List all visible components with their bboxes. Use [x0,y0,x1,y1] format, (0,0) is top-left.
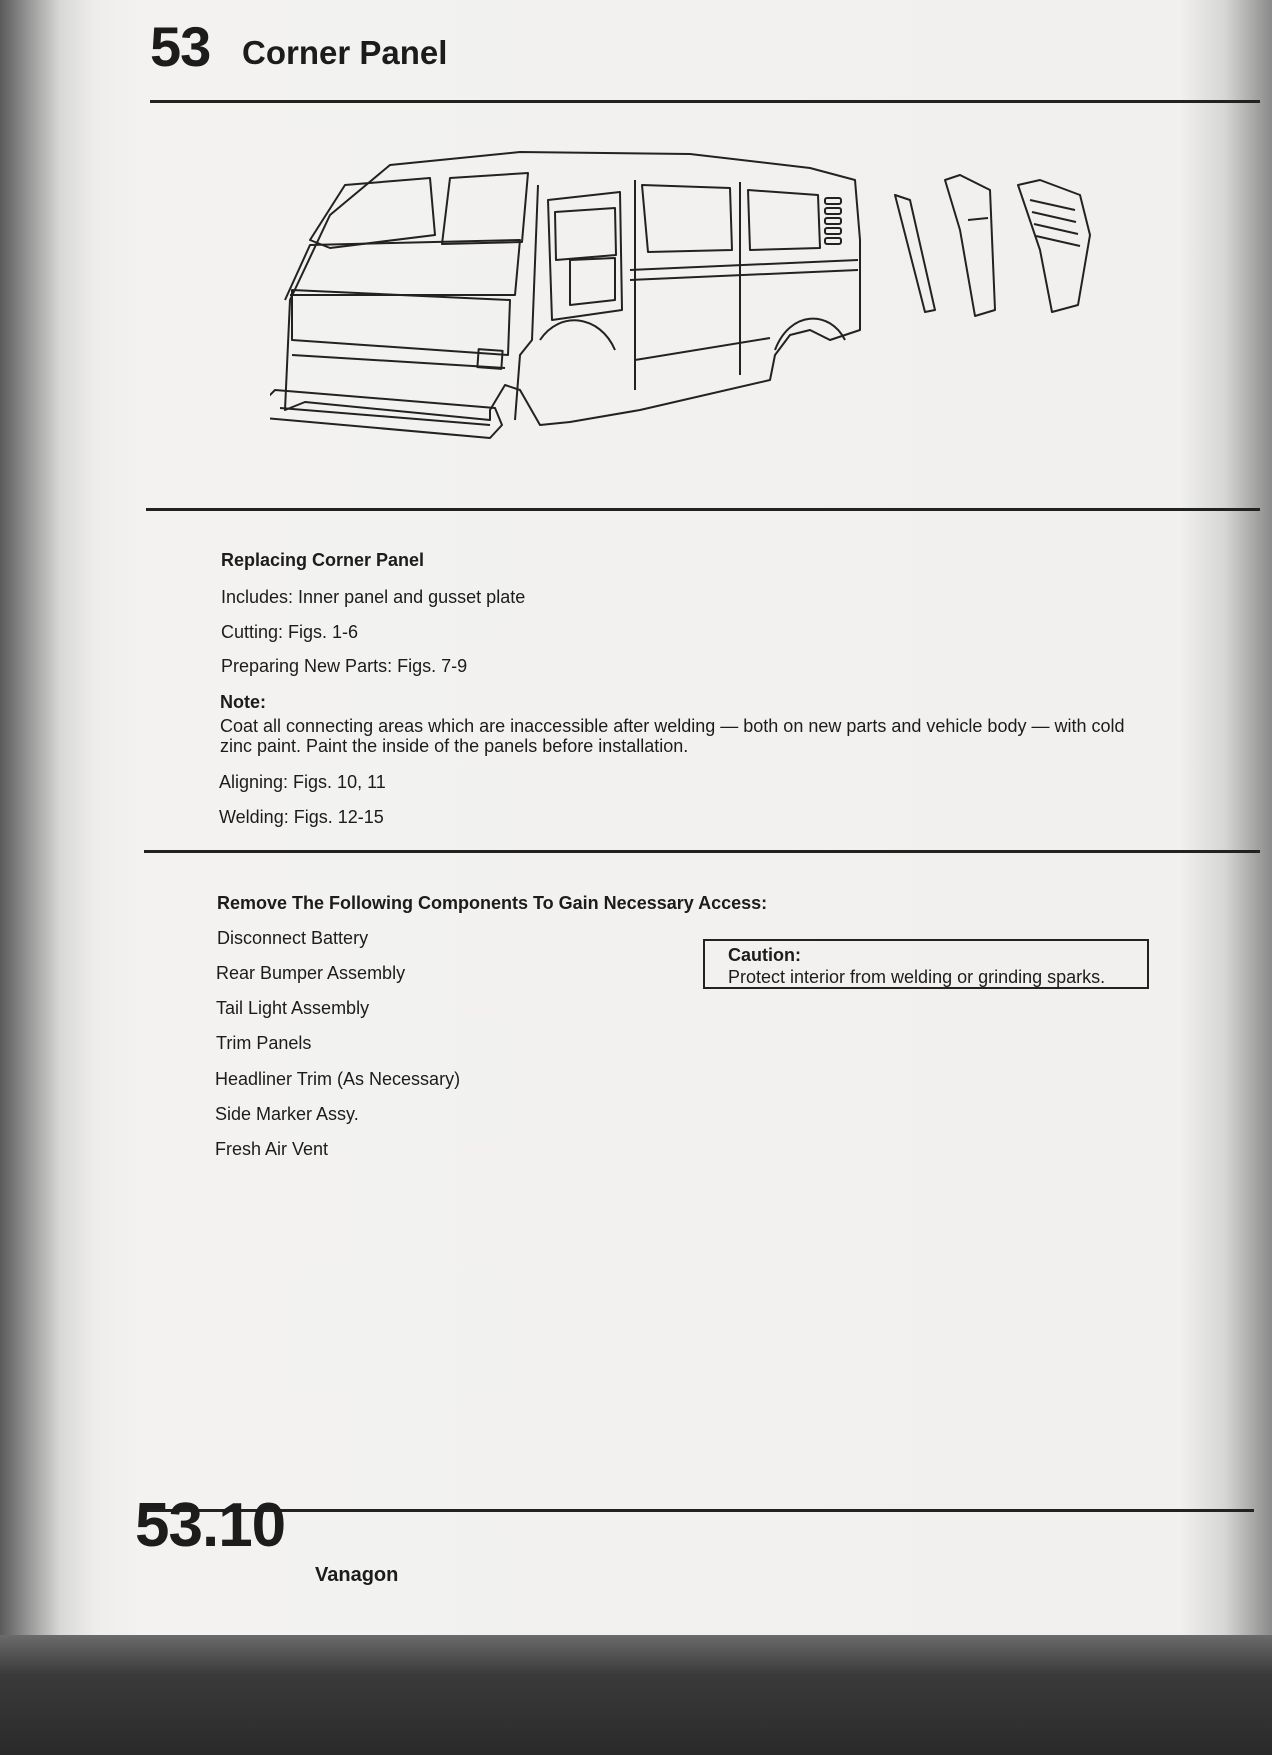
chapter-number: 53 [150,15,211,78]
model-name: Vanagon [315,1564,399,1586]
note-text: Coat all connecting areas which are inaccessible after welding — both on new parts and vehicle body — with cold zinc paint. Paint the inside of the panels before installation. [220,716,1125,756]
section-rule-1 [146,508,1260,511]
note-label: Note: [220,692,266,712]
aligning-text: Aligning: Figs. 10, 11 [219,772,386,792]
remove-heading: Remove The Following Components To Gain Necessary Access: [217,893,768,913]
list-item: Disconnect Battery [217,928,369,948]
scan-bottom-edge [0,1635,1272,1755]
cutting-text: Cutting: Figs. 1-6 [221,622,359,642]
replacing-heading: Replacing Corner Panel [221,550,425,570]
caution-box [703,939,1149,989]
preparing-text: Preparing New Parts: Figs. 7-9 [221,656,468,676]
footer-rule [140,1509,1254,1512]
list-item: Side Marker Assy. [215,1104,359,1124]
list-item: Tail Light Assembly [216,998,370,1018]
van-body-exploded-view-icon [270,140,1150,480]
caution-text: Protect interior from welding or grinding sparks. [728,967,1106,987]
section-rule-2 [144,850,1260,853]
list-item: Rear Bumper Assembly [216,963,406,983]
chapter-title: Corner Panel [242,34,448,71]
includes-text: Includes: Inner panel and gusset plate [221,587,526,607]
caution-label: Caution: [728,945,801,965]
list-item: Fresh Air Vent [215,1139,329,1159]
welding-text: Welding: Figs. 12-15 [219,807,384,827]
list-item: Trim Panels [216,1033,312,1053]
header-rule [150,100,1260,103]
list-item: Headliner Trim (As Necessary) [215,1069,461,1089]
page-number: 53.10 [135,1491,286,1560]
